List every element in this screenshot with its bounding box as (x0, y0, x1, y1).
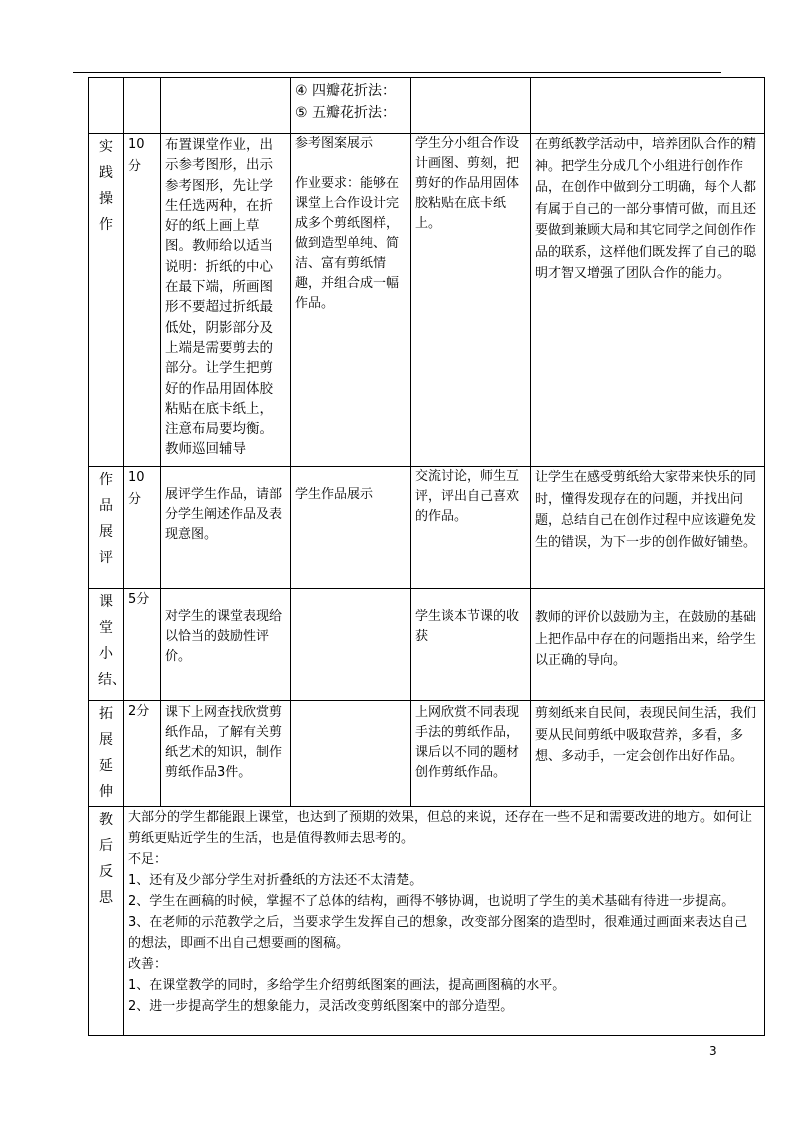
phase-cell (89, 589, 124, 701)
table-row (89, 78, 765, 134)
teacher-cell: 对学生的课堂表现给以恰当的鼓励性评价。 (161, 589, 291, 701)
purpose-cell: 剪刻纸来自民间，表现民间生活，我们要从民间剪纸中吸取营养，多看，多想、多动手，一定会创作出好作品。 (531, 701, 765, 807)
table-row (89, 807, 765, 1036)
phase-cell (89, 467, 124, 589)
student-cell: 上网欣赏不同表现手法的剪纸作品，课后以不同的题材创作剪纸作品。 (411, 701, 531, 807)
time-cell (124, 78, 161, 134)
lesson-plan-table (88, 77, 765, 1036)
phase-cell (89, 134, 124, 467)
teacher-cell (161, 78, 291, 134)
time-cell: 2分 (124, 701, 161, 807)
reflection-line: 改善： (128, 957, 168, 972)
student-cell: 学生谈本节课的收获 (411, 589, 531, 701)
page-number: 3 (709, 1044, 717, 1058)
reflection-line: 1、还有及少部分学生对折叠纸的方法还不太清楚。 (128, 873, 423, 888)
phase-reflection: 教后反思 (99, 812, 113, 906)
time-cell: 10分 (124, 467, 161, 589)
reflection-line: 大部分的学生都能跟上课堂，也达到了预期的效果，但总的来说，还存在一些不足和需要改进的地方。如何让剪纸更贴近学生的生活，也是值得教师去思考的。 (128, 810, 753, 846)
reflection-line: 3、在老师的示范教学之后，当要求学生发挥自己的想象，改变部分图案的造型时，很难通过画面来表达自己的想法，即画不出自己想要画的图稿。 (128, 915, 748, 951)
student-cell (411, 78, 531, 134)
student-cell: 交流讨论，师生互评，评出自己喜欢的作品。 (411, 467, 531, 589)
reflection-cell (124, 807, 765, 1036)
phase-cell (89, 78, 124, 134)
fold-method-4: ④ 四瓣花折法： (295, 83, 397, 99)
phase-summary: 课堂小结、 (98, 594, 126, 688)
content-cell (291, 589, 411, 701)
phase-practice: 实践操作 (99, 139, 113, 233)
content-cell (291, 701, 411, 807)
phase-cell (89, 807, 124, 1036)
purpose-cell: 在剪纸教学活动中，培养团队合作的精神。把学生分成几个小组进行创作作品，在创作中做到分工明确，每个人都有属于自己的一部分事情可做，而且还要做到兼顾大局和其它同学之间创作作品的联系，这样他们既发挥了自己的聪明才智又增强了团队合作的能力。 (531, 134, 765, 467)
content-cell: 学生作品展示 (291, 467, 411, 589)
reflection-line: 1、在课堂教学的同时，多给学生介绍剪纸图案的画法，提高画图稿的水平。 (128, 978, 566, 993)
table-row (89, 467, 765, 589)
teacher-cell: 展评学生作品，请部分学生阐述作品及表现意图。 (161, 467, 291, 589)
content-cell (291, 78, 411, 134)
header-rule (73, 72, 721, 73)
time-cell: 10分 (124, 134, 161, 467)
table-row (89, 589, 765, 701)
purpose-cell: 让学生在感受剪纸给大家带来快乐的同时，懂得发现存在的问题，并找出问题，总结自己在创作过程中应该避免发生的错误，为下一步的创作做好铺垫。 (531, 467, 765, 589)
phase-display: 作品展评 (99, 472, 113, 566)
student-cell: 学生分小组合作设计画图、剪刻，把剪好的作品用固体胶粘贴在底卡纸上。 (411, 134, 531, 467)
content-cell (291, 134, 411, 467)
reflection-line: 2、进一步提高学生的想象能力，灵活改变剪纸图案中的部分造型。 (128, 999, 514, 1014)
teacher-cell: 课下上网查找欣赏剪纸作品，了解有关剪纸艺术的知识，制作剪纸作品3件。 (161, 701, 291, 807)
reflection-line: 不足： (128, 852, 168, 867)
content-requirements: 作业要求：能够在课堂上合作设计完成多个剪纸图样，做到造型单纯、简洁、富有剪纸情趣，并组合成一幅作品。 (295, 176, 400, 311)
phase-cell (89, 701, 124, 807)
phase-extend: 拓展延伸 (99, 706, 113, 800)
content-title: 参考图案展示 (295, 136, 374, 151)
time-cell: 5分 (124, 589, 161, 701)
purpose-cell (531, 78, 765, 134)
table-row (89, 701, 765, 807)
fold-method-5: ⑤ 五瓣花折法： (295, 105, 397, 121)
reflection-line: 2、学生在画稿的时候，掌握不了总体的结构，画得不够协调，也说明了学生的美术基础有待进一步提高。 (128, 894, 735, 909)
purpose-cell: 教师的评价以鼓励为主，在鼓励的基础上把作品中存在的问题指出来，给学生以正确的导向。 (531, 589, 765, 701)
table-row (89, 134, 765, 467)
teacher-cell: 布置课堂作业，出示参考图形，出示参考图形，先让学生任选两种，在折好的纸上画上草图。教师给以适当说明：折纸的中心在最下端，所画图形不要超过折纸最低处，阴影部分及上端是需要剪去的部分。让学生把剪好的作品用固体胶粘贴在底卡纸上，注意布局要均衡。教师巡回辅导 (161, 134, 291, 467)
